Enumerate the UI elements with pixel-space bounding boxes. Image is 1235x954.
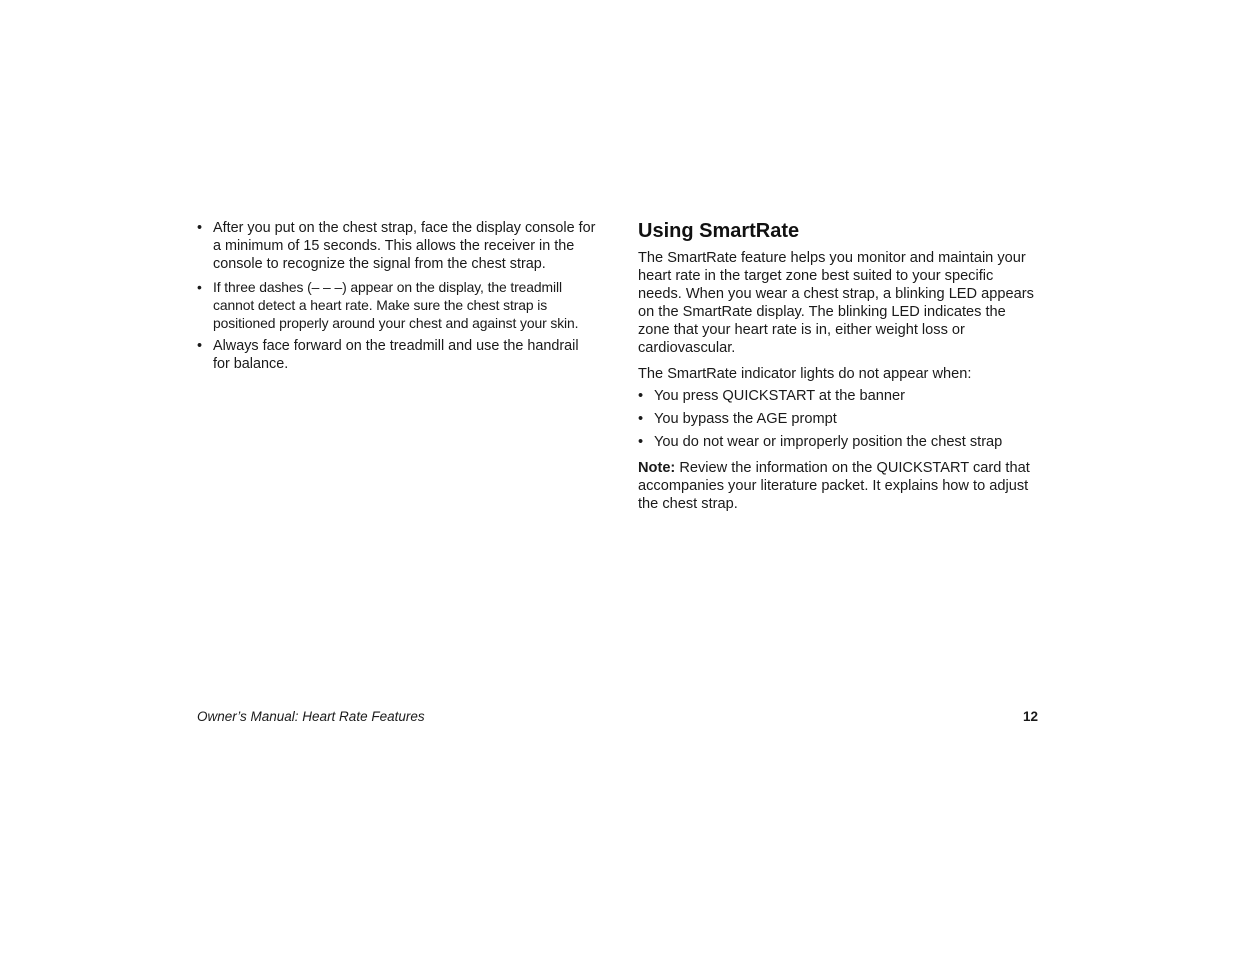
list-item <box>638 410 1040 428</box>
footer-title: Owner’s Manual: Heart Rate Features <box>197 709 425 724</box>
list-item <box>638 433 1040 451</box>
left-bullet-list <box>197 219 597 373</box>
list-item-text: After you put on the chest strap, face the display console for a minimum of 15 seconds. This allows the receiver in the console to recognize the signal from the chest strap. <box>213 220 596 272</box>
list-item-text: You do not wear or improperly position the chest strap <box>654 434 1003 450</box>
bullet-icon: • <box>638 411 644 427</box>
list-item-text: If three dashes (– – –) appear on the display, the treadmill cannot detect a heart rate. Make sure the chest strap is positioned properly around your chest and against your skin. <box>213 279 579 331</box>
bullet-icon: • <box>197 279 202 295</box>
indicator-lead-paragraph: The SmartRate indicator lights do not appear when: <box>638 366 972 382</box>
list-item-text: Always face forward on the treadmill and use the handrail for balance. <box>213 338 579 372</box>
bullet-icon: • <box>638 434 644 450</box>
right-bullet-list <box>638 387 1040 451</box>
list-item <box>197 278 597 332</box>
list-item <box>197 337 597 373</box>
intro-paragraph: The SmartRate feature helps you monitor and maintain your heart rate in the target zone best suited to your specific needs. When you wear a chest strap, a blinking LED appears on the SmartRate display. The blinking LED indicates the zone that your heart rate is in, either weight loss or cardiovascular. <box>638 250 1034 356</box>
left-column <box>197 219 597 378</box>
note-text: Review the information on the QUICKSTART card that accompanies your literature packet. It explains how to adjust the chest strap. <box>638 460 1030 512</box>
list-item-text: You bypass the AGE prompt <box>654 411 837 427</box>
bullet-icon: • <box>197 338 203 354</box>
section-title: Using SmartRate <box>638 220 800 242</box>
bullet-icon: • <box>638 388 644 404</box>
list-item <box>197 219 597 273</box>
note-label: Note: <box>638 460 676 476</box>
page-number: 12 <box>1022 709 1038 724</box>
note-paragraph <box>638 459 1040 513</box>
right-column <box>638 219 1040 521</box>
list-item-text: You press QUICKSTART at the banner <box>654 388 905 404</box>
list-item <box>638 387 1040 405</box>
bullet-icon: • <box>197 220 203 236</box>
